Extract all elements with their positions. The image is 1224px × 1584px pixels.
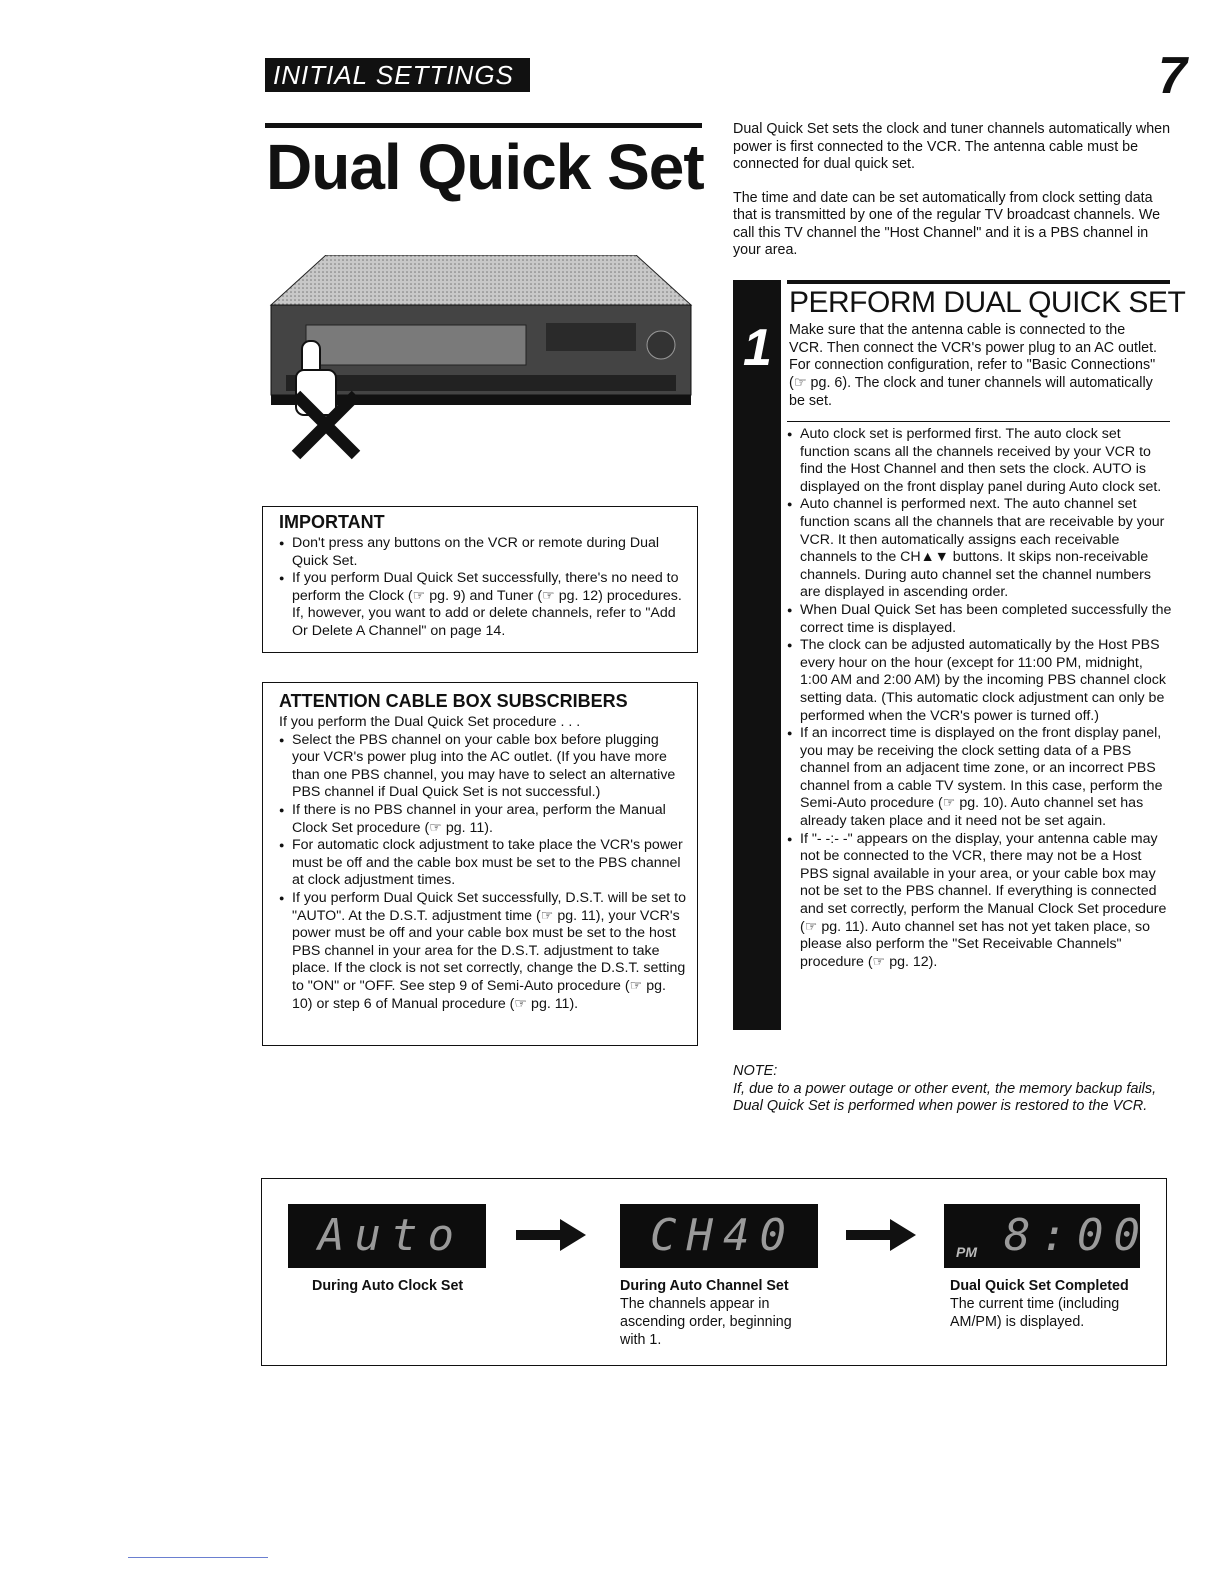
page-title: Dual Quick Set [266,131,704,203]
list-item: ● If you perform Dual Quick Set successfully, D.S.T. will be set to "AUTO". At the D.S.T. adjustment time (☞ pg. 11), your VCR's power must be off and your cable box must be set to the host PBS channel in your area for the D.S.T. adjustment to take place. If the clock is not set correctly, change the D.S.T. setting to "ON" or "OFF. See step 9 of Semi-Auto procedure (☞ pg. 10) or step 6 of Manual procedure (☞ pg. 11). [279,890,687,1013]
lcd-auto-text: Auto [318,1210,464,1261]
caption-auto [312,1277,532,1295]
lcd-time-text: 8:00 [1004,1210,1150,1261]
list-item: ● When Dual Quick Set has been completed successfully the correct time is displayed. [787,602,1172,637]
arrow-right-icon [516,1219,586,1251]
intro-paragraph: The time and date can be set automatically from clock setting data that is transmitted by one of the regular TV broadcast channels. We call this TV channel the "Host Channel" and it is a PBS channel in your area. [733,189,1161,258]
lcd-channel-text: CH40 [650,1210,796,1261]
list-item: ● Select the PBS channel on your cable box before plugging your VCR's power plug into the AC outlet. (If you have more than one PBS channel, you may have to select an alternative PBS channel if Dual Quick Set is not successful.) [279,732,687,802]
step-paragraph: Make sure that the antenna cable is connected to the VCR. Then connect the VCR's power plug to an AC outlet. For connection configuration, refer to "Basic Connections" (☞ pg. 6). The clock and tuner channels will automatically be set. [789,322,1158,409]
important-list [279,535,687,641]
note [733,1063,1173,1116]
step-bar [733,280,781,1030]
intro-paragraph: Dual Quick Set sets the clock and tuner channels automatically when power is first connected to the VCR. The antenna cable must be connected for dual quick set. [733,121,1171,172]
title-rule [265,123,702,128]
lcd-auto [288,1204,486,1268]
list-item: ● Auto clock set is performed first. The auto clock set function scans all the channels received by your VCR to find the Host Channel and then sets the clock. AUTO is displayed on the front display panel during Auto clock set. [787,426,1172,496]
caption-title: Dual Quick Set Completed [950,1278,1129,1294]
caption-title: During Auto Channel Set [620,1278,789,1294]
step-divider [787,421,1170,422]
step-bullets [787,426,1172,971]
attention-heading: ATTENTION CABLE BOX SUBSCRIBERS [279,691,628,711]
caption-time [950,1277,1150,1331]
step-rule [787,280,1170,284]
note-text: If, due to a power outage or other event, the memory backup fails, Dual Quick Set is performed when power is restored to the VCR. [733,1080,1157,1115]
caption-text: The current time (including AM/PM) is displayed. [950,1296,1120,1330]
list-item: ● If there is no PBS channel in your area, perform the Manual Clock Set procedure (☞ pg. 11). [279,802,687,837]
list-item: ● If an incorrect time is displayed on the front display panel, you may be receiving the clock setting data of a PBS channel from an adjacent time zone, or an incorrect PBS channel from a cable TV system. In this case, perform the Semi-Auto procedure (☞ pg. 10). Auto channel set has already taken place and it need not be set again. [787,725,1172,831]
section-tag: INITIAL SETTINGS [265,58,530,92]
attention-lead: If you perform the Dual Quick Set procedure . . . [279,714,581,730]
lcd-channel [620,1204,818,1268]
list-item: ● For automatic clock adjustment to take place the VCR's power must be off and the cable box must be set to the PBS channel at clock adjustment times. [279,837,687,890]
step-title: PERFORM DUAL QUICK SET [789,286,1186,319]
display-sequence-box [261,1178,1167,1366]
list-item: ● If you perform Dual Quick Set successfully, there's no need to perform the Clock (☞ pg. 9) and Tuner (☞ pg. 12) procedures. If, however, you want to add or delete channels, refer to "Add Or Delete A Channel" on page 14. [279,570,687,640]
list-item: ● Auto channel is performed next. The auto channel set function scans all the channels that are receivable by your VCR. It then automatically assigns each receivable channels to the CH▲▼ buttons. It skips non-receivable channels. During auto channel set the channel numbers are displayed in ascending order. [787,496,1172,602]
attention-list [279,732,687,1014]
note-label: NOTE: [733,1063,778,1079]
attention-box [262,682,698,1046]
footer-line [128,1557,268,1558]
list-item: ● Don't press any buttons on the VCR or remote during Dual Quick Set. [279,535,687,570]
list-item: ● The clock can be adjusted automatically by the Host PBS every hour on the hour (except for 11:00 PM, midnight, 1:00 AM and 2:00 AM) by the incoming PBS channel clock setting data. (This automatic clock adjustment can only be performed when the VCR's power is turned off.) [787,637,1172,725]
important-box [262,506,698,653]
vcr-illustration [266,255,696,465]
caption-text: The channels appear in ascending order, beginning with 1. [620,1296,792,1348]
arrow-right-icon [846,1219,916,1251]
important-heading: IMPORTANT [279,512,385,532]
vcr-image [266,255,696,465]
page-number: 7 [1158,47,1187,105]
intro-text [733,121,1173,276]
step-number: 1 [743,319,772,377]
caption-channel [620,1277,820,1349]
lcd-time [944,1204,1150,1268]
lcd-pm-indicator: PM [956,1244,977,1260]
caption-title: During Auto Clock Set [312,1278,464,1294]
list-item: ● If "- -:- -" appears on the display, your antenna cable may not be connected to the VCR, there may not be a Host PBS signal available in your area, or your cable box may not be set to the PBS channel. If everything is connected and set correctly, perform the Manual Clock Set procedure (☞ pg. 11). Auto channel set has not yet taken place, so please also perform the "Set Receivable Channels" procedure (☞ pg. 12). [787,831,1172,972]
